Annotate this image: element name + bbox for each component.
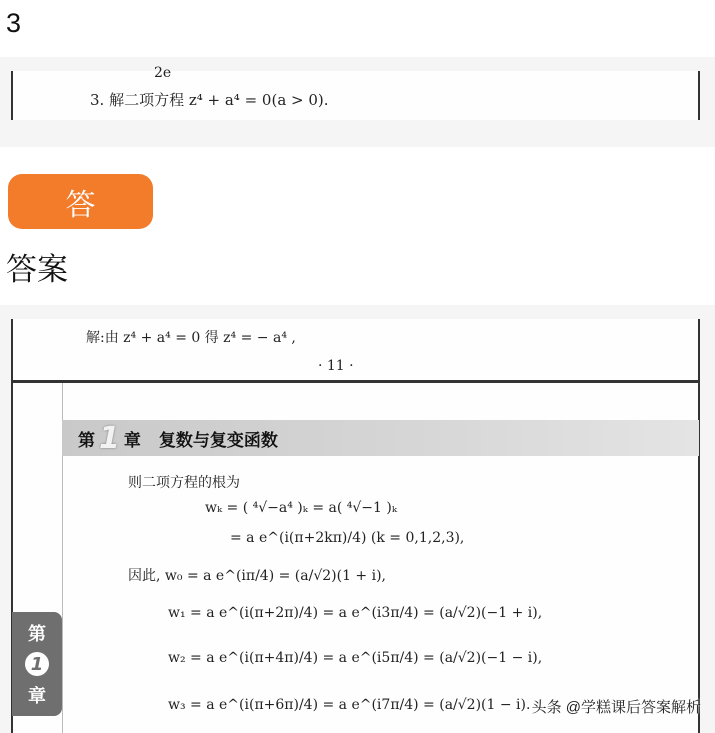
- chapter-bar: [62, 420, 699, 456]
- chapter-title: 复数与复变函数: [158, 430, 278, 451]
- solution-first-line: 解:由 z⁴ + a⁴ = 0 得 z⁴ = − a⁴ ,: [86, 330, 296, 346]
- solution-line: w₁ = a e^(i(π+2π)/4) = a e^(i3π/4) = (a/√2)(−1 + i),: [168, 605, 543, 621]
- side-tab-number: 1: [25, 652, 49, 676]
- answer-button[interactable]: 答: [8, 174, 153, 229]
- watermark: 头条 @学糕课后答案解析: [531, 699, 701, 716]
- chapter-suffix: 章: [123, 430, 141, 451]
- side-tab-top: 第: [28, 624, 46, 645]
- side-tab-bottom: 章: [28, 686, 46, 707]
- solution-line: w₂ = a e^(i(π+4π)/4) = a e^(i5π/4) = (a/√2)(−1 − i),: [168, 650, 543, 666]
- answer-heading: 答案: [6, 252, 68, 287]
- page-number: · 11 ·: [318, 358, 354, 374]
- solution-line: 则二项方程的根为: [128, 475, 240, 491]
- chapter-side-tab: [12, 612, 62, 716]
- solution-line: wₖ = ( ⁴√−a⁴ )ₖ = a( ⁴√−1 )ₖ: [205, 500, 397, 516]
- chapter-number: 1: [99, 420, 120, 456]
- solution-line: w₃ = a e^(i(π+6π)/4) = a e^(i7π/4) = (a/√2)(1 − i).: [168, 697, 531, 713]
- question-cutoff-text: 2e: [154, 65, 172, 81]
- solution-line: = a e^(i(π+2kπ)/4) (k = 0,1,2,3),: [230, 530, 465, 546]
- question-number: 3: [6, 8, 22, 38]
- answer-image: [0, 305, 715, 733]
- solution-line: 因此, w₀ = a e^(iπ/4) = (a/√2)(1 + i),: [128, 568, 387, 584]
- chapter-prefix: 第: [78, 430, 95, 451]
- question-problem-text: 3. 解二项方程 z⁴ + a⁴ = 0(a > 0).: [90, 91, 329, 109]
- question-image: [0, 57, 715, 147]
